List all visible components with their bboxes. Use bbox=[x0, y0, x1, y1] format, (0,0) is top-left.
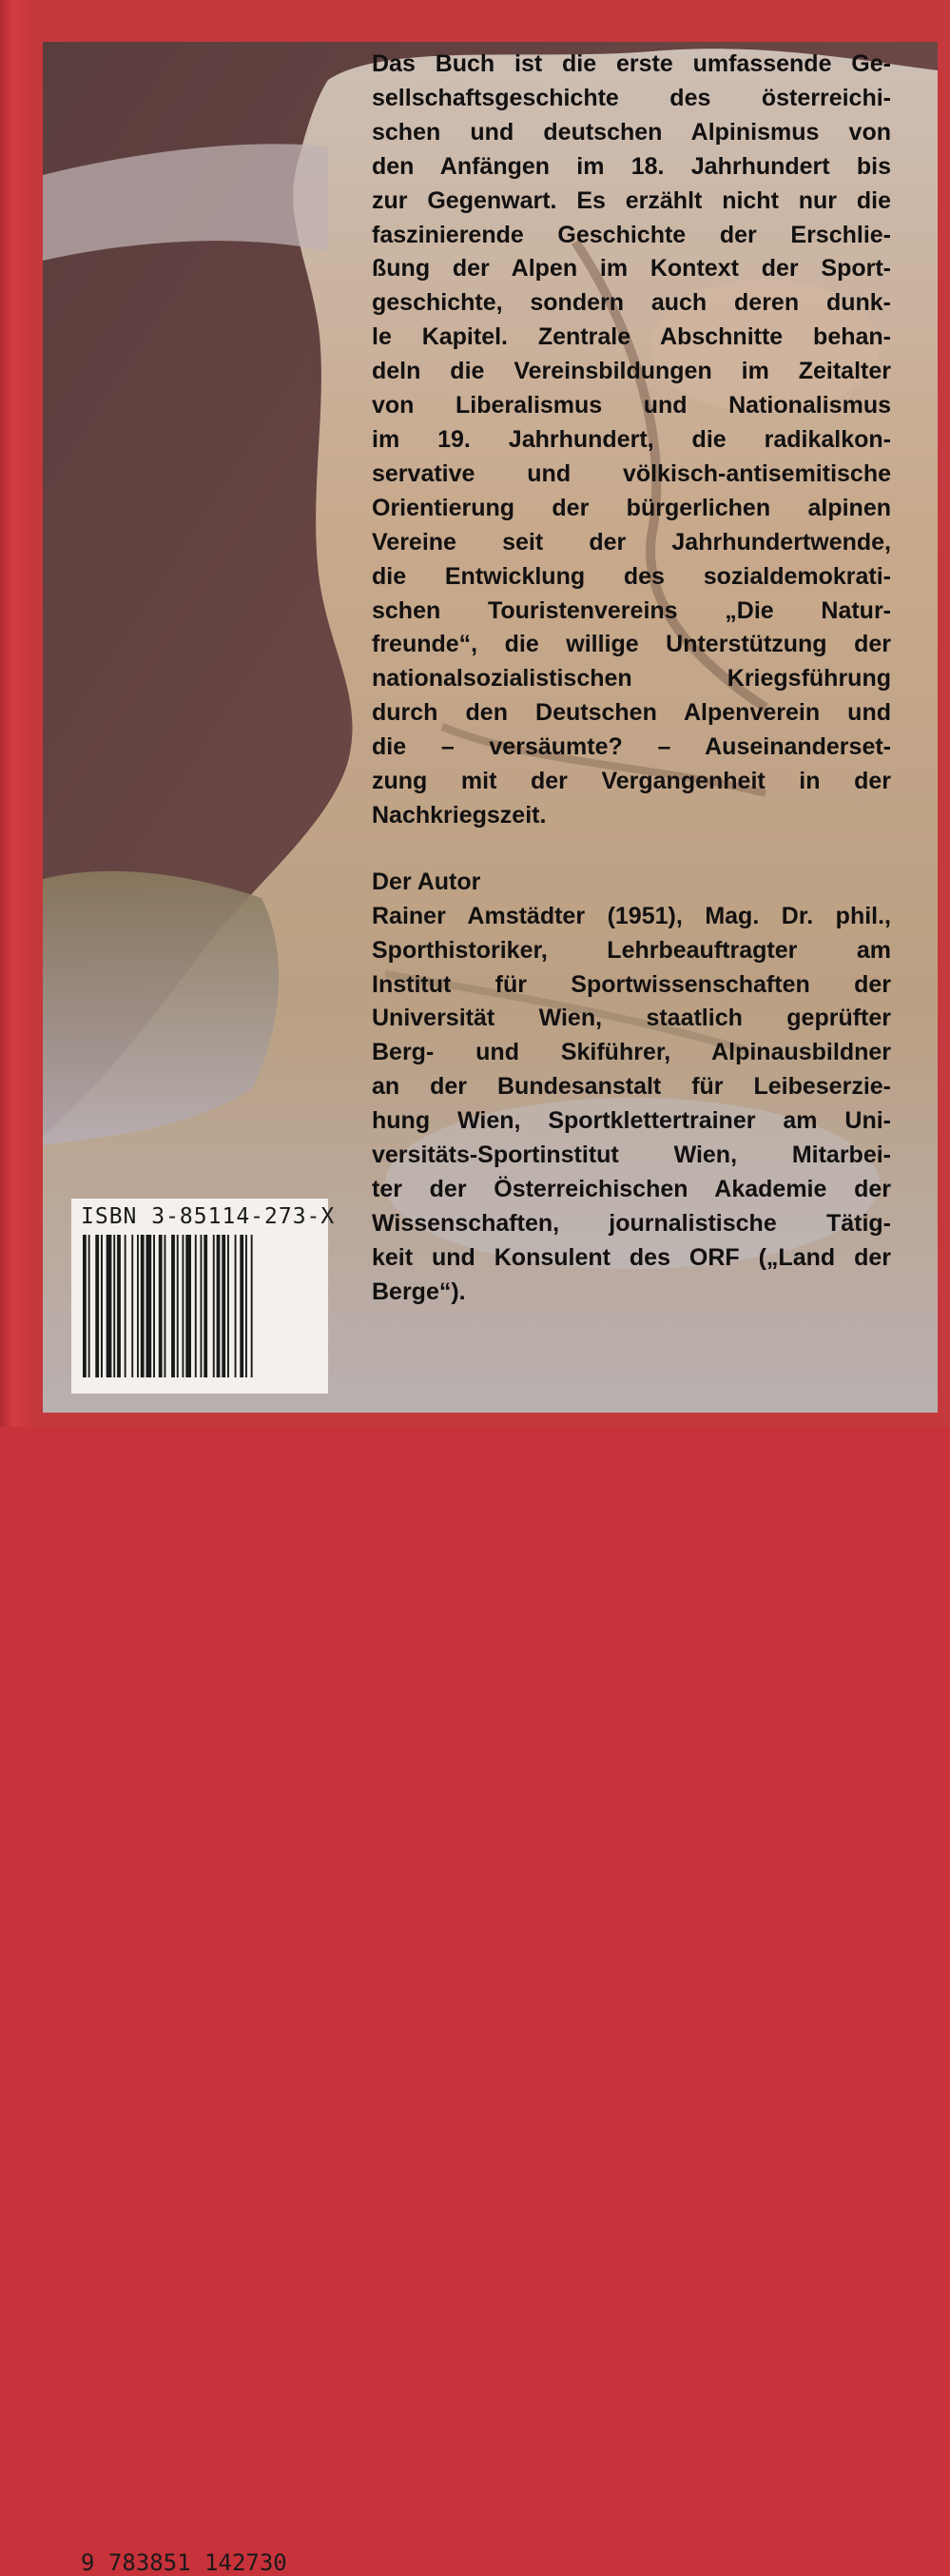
barcode-bars bbox=[81, 1235, 319, 1377]
author-line: hung Wien, Sportklettertrainer am Uni- bbox=[372, 1107, 891, 1135]
barcode-bar bbox=[107, 1235, 112, 1377]
barcode-bar bbox=[240, 1235, 243, 1377]
barcode-bar bbox=[213, 1235, 215, 1377]
author-heading: Der Autor bbox=[372, 868, 481, 895]
isbn-barcode-label bbox=[71, 1199, 336, 2576]
author-line: keit und Konsulent des ORF („Land der bbox=[372, 1243, 891, 1271]
description-line: nationalsozialistischen Kriegsführung bbox=[372, 665, 891, 693]
description-line: zung mit der Vergangenheit in der bbox=[372, 768, 891, 795]
author-line: Institut für Sportwissenschaften der bbox=[372, 970, 891, 998]
description-line: zur Gegenwart. Es erzählt nicht nur die bbox=[372, 186, 891, 214]
barcode-bar bbox=[137, 1235, 139, 1377]
description-line: Nachkriegszeit. bbox=[372, 801, 547, 829]
barcode-bar bbox=[113, 1235, 115, 1377]
barcode-bar bbox=[131, 1235, 133, 1377]
description-line: von Liberalismus und Nationalismus bbox=[372, 392, 891, 420]
barcode-bar bbox=[141, 1235, 145, 1377]
barcode-bar bbox=[217, 1235, 221, 1377]
author-line: Berg- und Skiführer, Alpinausbildner bbox=[372, 1039, 891, 1066]
description-line: die – versäumte? – Auseinanderset- bbox=[372, 733, 891, 761]
barcode-bar bbox=[153, 1235, 155, 1377]
barcode-bar bbox=[204, 1235, 207, 1377]
description-line: servative und völkisch-antisemitische bbox=[372, 459, 891, 487]
barcode-bar bbox=[227, 1235, 229, 1377]
description-line: ßung der Alpen im Kontext der Sport- bbox=[372, 255, 891, 283]
description-line: freunde“, die willige Unterstützung der bbox=[372, 631, 891, 658]
barcode-bar bbox=[125, 1235, 126, 1377]
description-line: schen und deutschen Alpinismus von bbox=[372, 118, 891, 146]
description-line: die Entwicklung des sozialdemokrati- bbox=[372, 562, 891, 590]
author-line: an der Bundesanstalt für Leibeserzie- bbox=[372, 1073, 891, 1101]
author-line: Sporthistoriker, Lehrbeauftragter am bbox=[372, 936, 891, 964]
author-line: Berge“). bbox=[372, 1278, 466, 1305]
barcode-bar bbox=[245, 1235, 247, 1377]
barcode-bar bbox=[101, 1235, 103, 1377]
description-line: Vereine seit der Jahrhundertwende, bbox=[372, 528, 891, 556]
description-line: durch den Deutschen Alpenverein und bbox=[372, 699, 891, 727]
barcode-bar bbox=[222, 1235, 225, 1377]
barcode-bar bbox=[88, 1235, 90, 1377]
barcode-bar bbox=[201, 1235, 203, 1377]
description-line: sellschaftsgeschichte des österreichi- bbox=[372, 84, 891, 111]
description-line: schen Touristenvereins „Die Natur- bbox=[372, 596, 891, 624]
barcode-bar bbox=[183, 1235, 184, 1377]
book-description bbox=[372, 48, 891, 833]
author-line: Wissenschaften, journalistische Tätig- bbox=[372, 1209, 891, 1237]
description-line: den Anfängen im 18. Jahrhundert bis bbox=[372, 152, 891, 180]
description-line: im 19. Jahrhundert, die radikalkon- bbox=[372, 425, 891, 453]
author-line: versitäts-Sportinstitut Wien, Mitarbei- bbox=[372, 1142, 891, 1169]
barcode-bar bbox=[235, 1235, 237, 1377]
description-line: geschichte, sondern auch deren dunk- bbox=[372, 289, 891, 317]
barcode-bar bbox=[159, 1235, 163, 1377]
author-bio bbox=[372, 900, 891, 1310]
barcode-bar bbox=[117, 1235, 121, 1377]
description-line: deln die Vereinsbildungen im Zeitalter bbox=[372, 358, 891, 385]
barcode-bar bbox=[177, 1235, 179, 1377]
barcode-bar bbox=[83, 1235, 87, 1377]
barcode-bar bbox=[165, 1235, 166, 1377]
author-line: Rainer Amstädter (1951), Mag. Dr. phil., bbox=[372, 902, 891, 929]
author-line: ter der Österreichischen Akademie der bbox=[372, 1176, 891, 1202]
barcode-bar bbox=[95, 1235, 99, 1377]
description-line: faszinierende Geschichte der Erschlie- bbox=[372, 221, 891, 248]
barcode-bar bbox=[251, 1235, 253, 1377]
author-line: Universität Wien, staatlich geprüfter bbox=[372, 1005, 891, 1032]
ean-number: 9 783851 142730 bbox=[81, 2549, 287, 2576]
barcode-bar bbox=[195, 1235, 197, 1377]
description-line: Orientierung der bürgerlichen alpinen bbox=[372, 494, 891, 521]
description-line: Das Buch ist die erste umfassende Ge- bbox=[372, 50, 891, 77]
description-line: le Kapitel. Zentrale Abschnitte behan- bbox=[372, 323, 891, 351]
back-cover-blurb bbox=[372, 48, 891, 1310]
barcode-bar bbox=[146, 1235, 152, 1377]
barcode-bar bbox=[185, 1235, 191, 1377]
isbn-number: ISBN 3-85114-273-X bbox=[81, 1204, 336, 1229]
barcode-bar bbox=[171, 1235, 175, 1377]
